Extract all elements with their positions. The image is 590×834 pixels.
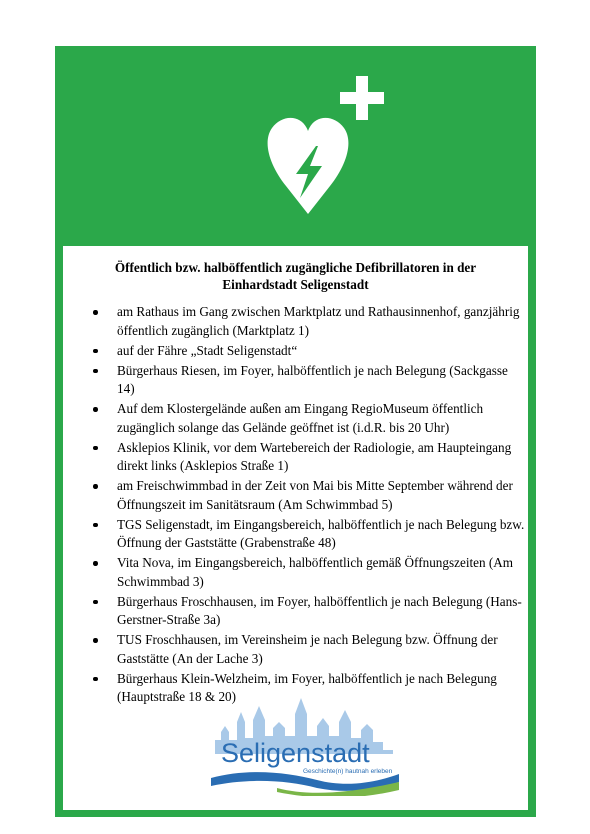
title-line-2: Einhardstadt Seligenstadt — [222, 277, 369, 292]
list-item: Bürgerhaus Riesen, im Foyer, halböffentlich je nach Belegung (Sackgasse 14) — [105, 362, 525, 399]
list-item: am Freischwimmbad in der Zeit von Mai bis Mitte September während der Öffnungszeit im Sanitätsraum (Am Schwimmbad 5) — [105, 477, 525, 514]
logo-tagline: Geschichte(n) hautnah erleben — [303, 768, 393, 775]
list-item: auf der Fähre „Stadt Seligenstadt“ — [105, 342, 525, 361]
content-panel — [63, 246, 528, 810]
list-item: Bürgerhaus Klein-Welzheim, im Foyer, halböffentlich je nach Belegung (Hauptstraße 18 & 20) — [105, 670, 525, 707]
list-item: Auf dem Klostergelände außen am Eingang RegioMuseum öffentlich zugänglich solange das Gelände geöffnet ist (i.d.R. bis 20 Uhr) — [105, 400, 525, 437]
aed-poster — [55, 46, 536, 817]
list-item: TUS Froschhausen, im Vereinsheim je nach Belegung bzw. Öffnung der Gaststätte (An der Lache 3) — [105, 631, 525, 668]
plus-icon — [340, 76, 384, 120]
defibrillator-list — [63, 303, 525, 708]
list-item: TGS Seligenstadt, im Eingangsbereich, halböffentlich je nach Belegung bzw. Öffnung der Gaststätte (Grabenstraße 48) — [105, 516, 525, 553]
list-item: am Rathaus im Gang zwischen Marktplatz und Rathausinnenhof, ganzjährig öffentlich zugänglich (Marktplatz 1) — [105, 303, 525, 340]
seligenstadt-logo — [207, 692, 401, 796]
title-line-1: Öffentlich bzw. halböffentlich zugängliche Defibrillatoren in der — [114, 260, 477, 275]
list-item: Vita Nova, im Eingangsbereich, halböffentlich gemäß Öffnungszeiten (Am Schwimmbad 3) — [105, 554, 525, 591]
page-title — [63, 259, 528, 293]
list-item: Bürgerhaus Froschhausen, im Foyer, halböffentlich je nach Belegung (Hans-Gerstner-Straße 3a) — [105, 593, 525, 630]
aed-heart-icon — [220, 76, 390, 226]
list-item: Asklepios Klinik, vor dem Wartebereich der Radiologie, am Haupteingang direkt links (Asklepios Straße 1) — [105, 439, 525, 476]
logo-name: Seligenstadt — [221, 738, 370, 768]
